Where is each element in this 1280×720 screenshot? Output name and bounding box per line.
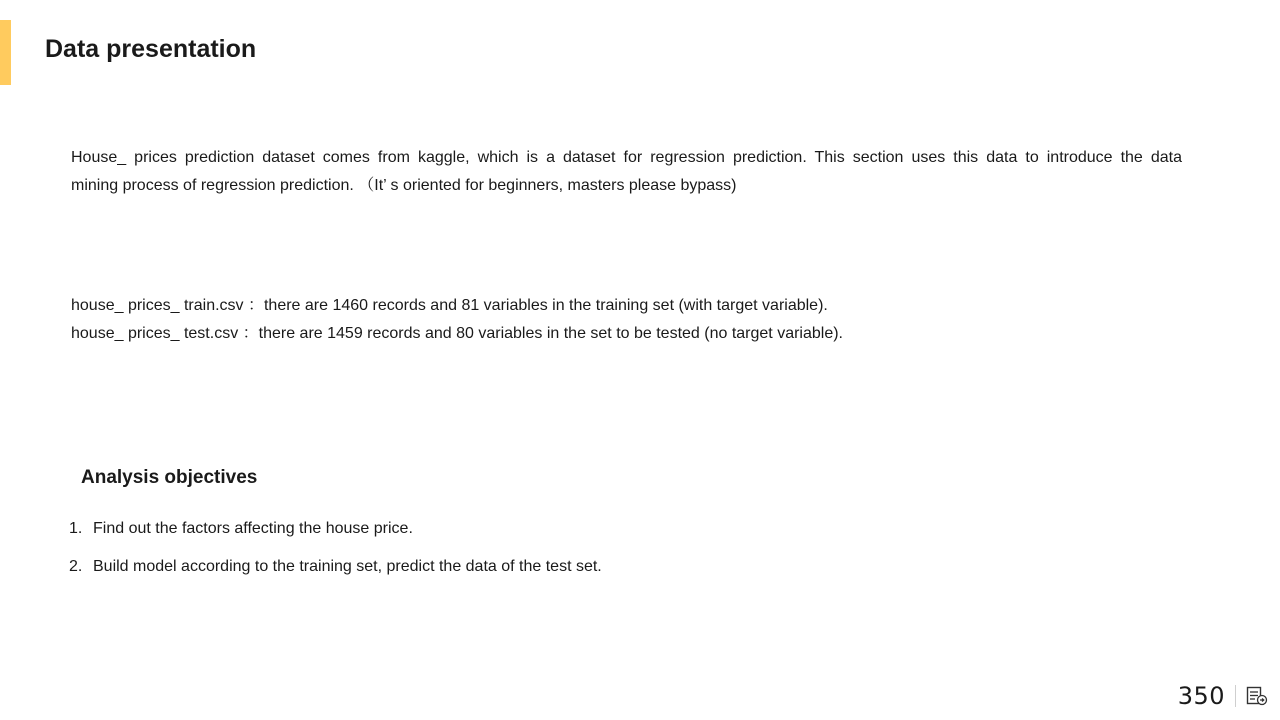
title-accent-bar bbox=[0, 20, 11, 85]
list-item-text: Build model according to the training set, predict the data of the test set. bbox=[93, 558, 602, 575]
page-number: 350 bbox=[1177, 682, 1225, 710]
intro-line-2: mining process of regression prediction. （It’ s oriented for beginners, masters please bypass) bbox=[71, 177, 737, 194]
intro-paragraph bbox=[71, 144, 1182, 200]
objectives-list bbox=[69, 520, 602, 596]
list-item-text: Find out the factors affecting the house price. bbox=[93, 520, 413, 537]
slide-footer bbox=[1178, 682, 1268, 710]
list-item bbox=[69, 558, 602, 596]
list-item bbox=[69, 520, 602, 558]
list-item-number: 1. bbox=[69, 520, 83, 537]
notes-icon[interactable] bbox=[1246, 686, 1268, 706]
test-file-description: house_ prices_ test.csv ：there are 1459 records and 80 variables in the set to be tested (no target variable). bbox=[71, 325, 843, 342]
intro-line-1: House_ prices prediction dataset comes from kaggle, which is a dataset for regression prediction. This section uses this data to introduce the data bbox=[71, 149, 1182, 166]
footer-divider bbox=[1235, 685, 1236, 707]
page-title: Data presentation bbox=[45, 35, 257, 63]
list-item-number: 2. bbox=[69, 558, 83, 575]
objectives-heading: Analysis objectives bbox=[81, 467, 258, 488]
dataset-files bbox=[71, 292, 843, 348]
train-file-description: house_ prices_ train.csv ：there are 1460 records and 81 variables in the training set (with target variable). bbox=[71, 297, 828, 314]
